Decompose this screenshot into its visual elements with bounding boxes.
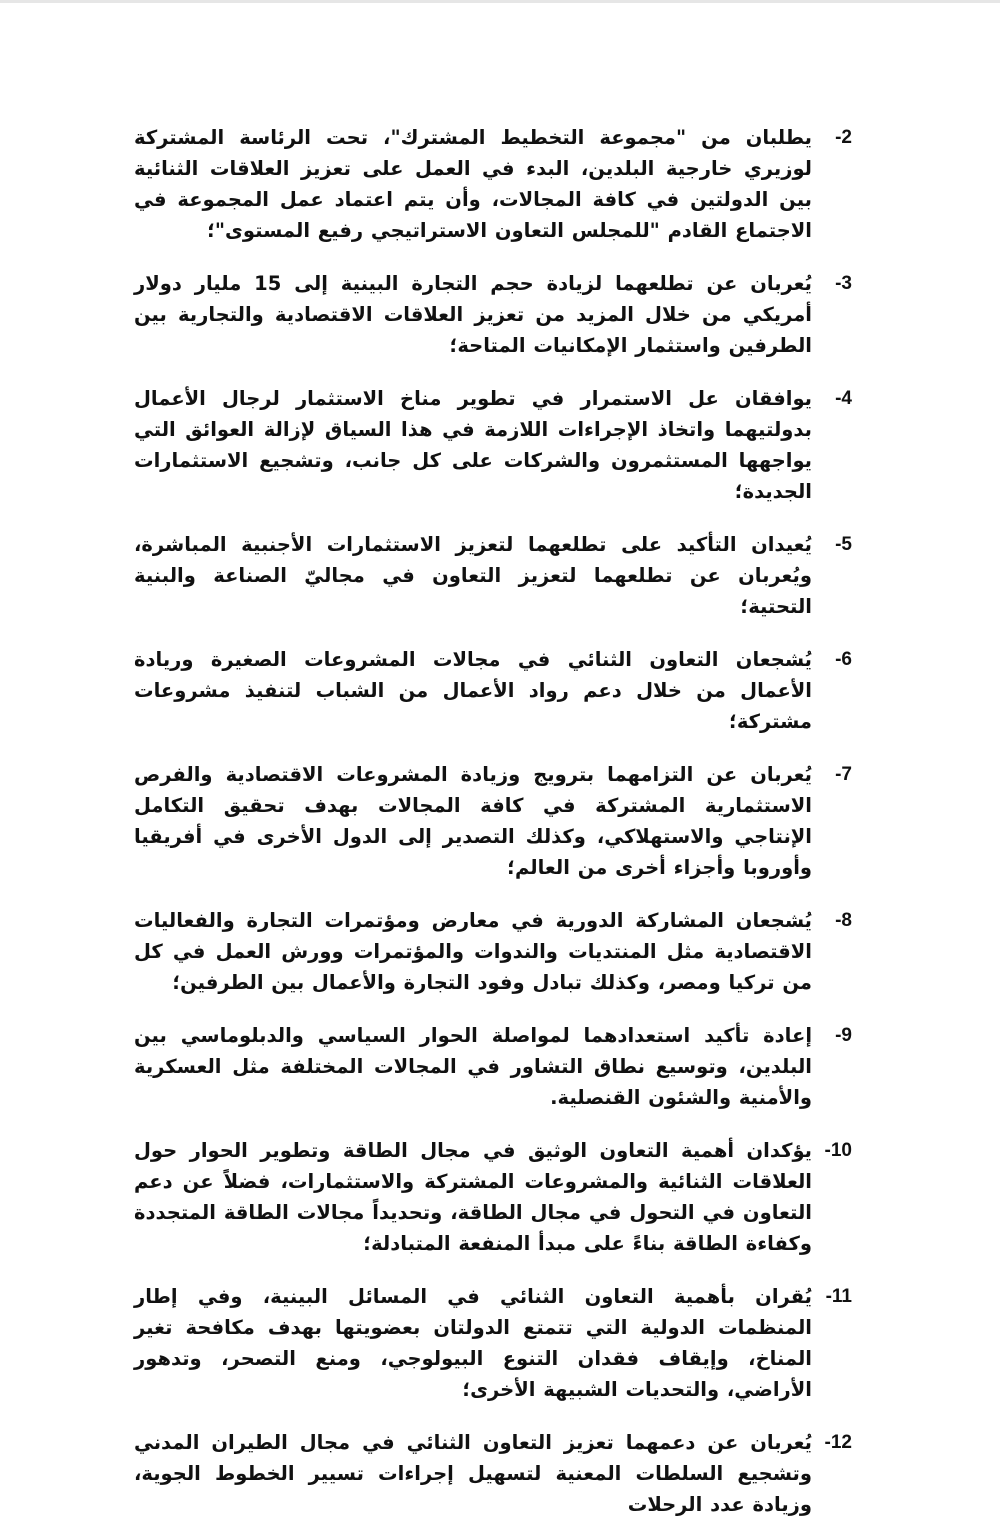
clause-number: -7 — [835, 764, 852, 785]
clause-7 — [134, 759, 852, 883]
clause-9 — [134, 1020, 852, 1113]
clause-number: -3 — [835, 273, 852, 294]
clause-6 — [134, 644, 852, 737]
clause-4 — [134, 383, 852, 507]
clause-text: يُشجعان التعاون الثنائي في مجالات المشروعات الصغيرة وريادة الأعمال من خلال دعم رواد الأعمال من الشباب لتنفيذ مشروعات مشتركة؛ — [134, 648, 812, 733]
clause-3 — [134, 268, 852, 361]
clause-11 — [134, 1281, 852, 1405]
clause-number: -4 — [835, 388, 852, 409]
clause-number: -12 — [824, 1432, 852, 1453]
clause-text: يُعيدان التأكيد على تطلعهما لتعزيز الاستثمارات الأجنبية المباشرة، ويُعربان عن تطلعهما لتعزيز التعاون في مجاليّ الصناعة والبنية التحتية؛ — [134, 533, 812, 618]
clause-text: إعادة تأكيد استعدادهما لمواصلة الحوار السياسي والدبلوماسي بين البلدين، وتوسيع نطاق التشاور في المجالات المختلفة مثل العسكرية والأمنية والشئون القنصلية. — [134, 1024, 812, 1109]
clause-number: -9 — [835, 1025, 852, 1046]
clause-number: -5 — [835, 534, 852, 555]
clause-text: يُعربان عن تطلعهما لزيادة حجم التجارة البينية إلى 15 مليار دولار أمريكي من خلال المزيد من تعزيز العلاقات الاقتصادية والتجارية بين الطرفين واستثمار الإمكانيات المتاحة؛ — [134, 272, 812, 357]
clause-number: -8 — [835, 910, 852, 931]
clause-5 — [134, 529, 852, 622]
clause-number: -10 — [824, 1140, 852, 1161]
clause-text: يُقران بأهمية التعاون الثنائي في المسائل البينية، وفي إطار المنظمات الدولية التي تتمتع الدولتان بعضويتها بهدف مكافحة تغير المناخ، وإيقاف فقدان التنوع البيولوجي، ومنع التصحر، وتدهور الأراضي، والتحديات الشبيهة الأخرى؛ — [134, 1285, 812, 1401]
clause-12 — [134, 1427, 852, 1520]
clause-text: يُعربان عن التزامهما بترويج وزيادة المشروعات الاقتصادية والفرص الاستثمارية المشتركة في كافة المجالات بهدف تحقيق التكامل الإنتاجي والاستهلاكي، وكذلك التصدير إلى الدول الأخرى في أفريقيا وأوروبا وأجزاء أخرى من العالم؛ — [134, 763, 812, 879]
page-top-edge — [0, 0, 1000, 3]
clause-text: يُعربان عن دعمهما تعزيز التعاون الثنائي في مجال الطيران المدني وتشجيع السلطات المعنية لتسهيل إجراءات تسيير الخطوط الجوية، وزيادة عدد الرحلات — [134, 1431, 812, 1516]
clause-text: يطلبان من "مجموعة التخطيط المشترك"، تحت الرئاسة المشتركة لوزيري خارجية البلدين، البدء في العمل على تعزيز العلاقات الثنائية بين الدولتين في كافة المجالات، وأن يتم اعتماد عمل المجموعة في الاجتماع القادم "للمجلس التعاون الاستراتيجي رفيع المستوى"؛ — [134, 126, 812, 242]
clause-2 — [134, 122, 852, 246]
clause-text: يُشجعان المشاركة الدورية في معارض ومؤتمرات التجارة والفعاليات الاقتصادية مثل المنتديات والندوات والمؤتمرات وورش العمل في كل من تركيا ومصر، وكذلك تبادل وفود التجارة والأعمال بين الطرفين؛ — [134, 909, 812, 994]
clause-8 — [134, 905, 852, 998]
document-page — [134, 122, 852, 1516]
clause-10 — [134, 1135, 852, 1259]
clause-number: -11 — [825, 1286, 852, 1307]
clause-text: يؤكدان أهمية التعاون الوثيق في مجال الطاقة وتطوير الحوار حول العلاقات الثنائية والمشروعات المشتركة والاستثمارات، فضلاً عن دعم التعاون في التحول في مجال الطاقة، وتحديداً مجالات الطاقة المتجددة وكفاءة الطاقة بناءً على مبدأ المنفعة المتبادلة؛ — [134, 1139, 812, 1255]
clause-number: -6 — [835, 649, 852, 670]
clause-number: -2 — [835, 127, 852, 148]
clause-text: يوافقان عل الاستمرار في تطوير مناخ الاستثمار لرجال الأعمال بدولتيهما واتخاذ الإجراءات اللازمة في هذا السياق لإزالة العوائق التي يواجهها المستثمرون والشركات على كل جانب، وتشجيع الاستثمارات الجديدة؛ — [134, 387, 812, 503]
